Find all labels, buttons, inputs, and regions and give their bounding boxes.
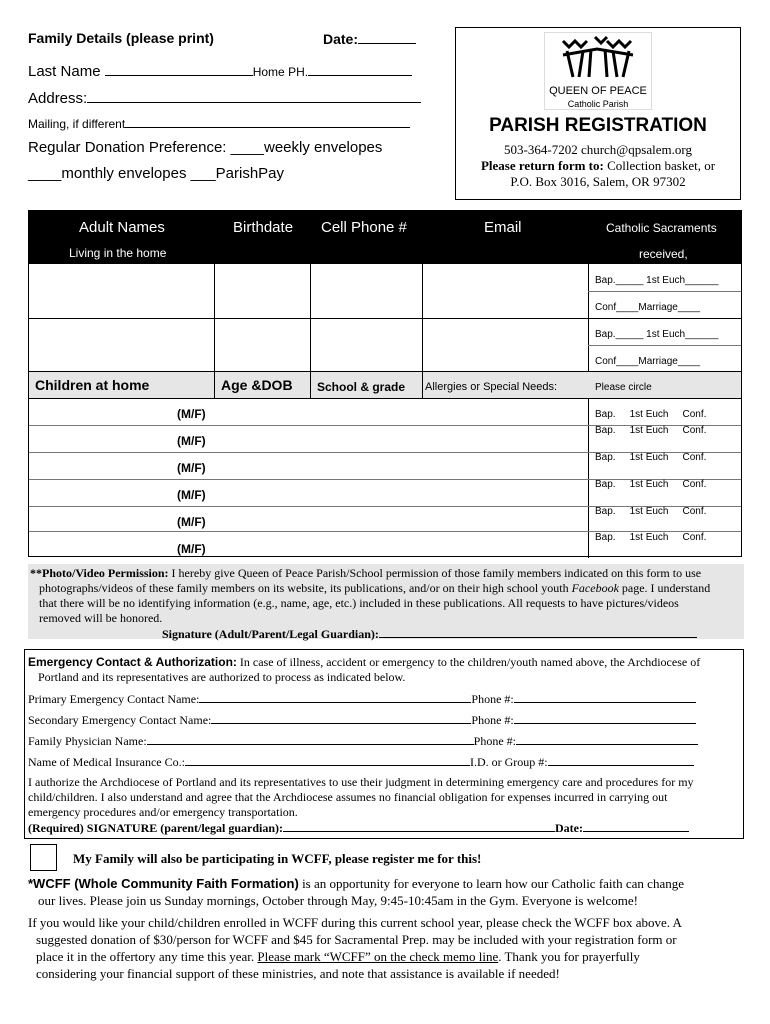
cell-phone-header: Cell Phone # xyxy=(321,219,407,236)
adult1-bap-euch[interactable]: Bap._____ 1st Euch______ xyxy=(595,275,719,286)
adult-header-row xyxy=(29,211,741,264)
photo-signature-field[interactable]: Signature (Adult/Parent/Legal Guardian): xyxy=(162,626,697,642)
please-circle-header: Please circle xyxy=(595,382,652,393)
primary-contact-field[interactable]: Primary Emergency Contact Name: Phone #: xyxy=(28,691,696,707)
last-name-field[interactable]: Last Name Home PH. xyxy=(28,61,412,80)
authorization-line2: child/children. I also understand and agree that the Archdiocese assumes no financial obligation for expenses incurred in carrying out xyxy=(28,790,668,804)
physician-field[interactable]: Family Physician Name: Phone #: xyxy=(28,733,698,749)
adult2-bap-euch[interactable]: Bap._____ 1st Euch______ xyxy=(595,329,719,340)
wcff-intro-line2: our lives. Please join us Sunday mornings, October through May, 9:45-10:45am in the Gym. Everyone is welcome! xyxy=(38,893,638,908)
photo-permission-line3: that there will be no identifying information (e.g., name, age, etc.) included in these publications. All requests to have pictures/videos xyxy=(39,596,679,610)
authorization-line3: emergency procedures and/or emergency transportation. xyxy=(28,805,298,819)
child2-gender[interactable]: (M/F) xyxy=(177,434,206,448)
parish-info-box xyxy=(455,27,741,200)
wcff-para-line4: considering your financial support of these ministries, and note that assistance is available if needed! xyxy=(36,966,560,981)
donation-preference: Regular Donation Preference: ____weekly envelopes xyxy=(28,139,383,156)
living-in-home-header: Living in the home xyxy=(69,246,167,260)
secondary-contact-field[interactable]: Secondary Emergency Contact Name: Phone #: xyxy=(28,712,696,728)
parish-phone-email: 503-364-7202 church@qpsalem.org xyxy=(504,142,692,157)
monthly-envelopes: ____monthly envelopes ___ParishPay xyxy=(28,165,285,182)
logo-subtitle: Catholic Parish xyxy=(567,99,629,109)
age-dob-header: Age &DOB xyxy=(221,377,293,393)
school-grade-header: School & grade xyxy=(317,380,406,394)
allergies-header: Allergies or Special Needs: xyxy=(425,381,558,393)
required-signature-field[interactable]: (Required) SIGNATURE (parent/legal guardian): Date: xyxy=(28,820,689,836)
child5-sacraments[interactable]: Bap. 1st Euch Conf. xyxy=(595,506,707,517)
children-header: Children at home xyxy=(35,377,150,393)
adult2-conf-marriage[interactable]: Conf____Marriage____ xyxy=(595,356,701,367)
wcff-checkbox[interactable] xyxy=(30,844,57,871)
address-field[interactable]: Address: xyxy=(28,88,421,107)
emergency-intro: Emergency Contact & Authorization: In case of illness, accident or emergency to the children/youth named above, the Archdiocese of xyxy=(28,655,701,669)
email-header: Email xyxy=(484,219,522,236)
mailing-field[interactable]: Mailing, if different xyxy=(28,116,410,131)
child3-sacraments[interactable]: Bap. 1st Euch Conf. xyxy=(595,452,707,463)
child1-sacraments[interactable]: Bap. 1st Euch Conf. xyxy=(595,409,707,420)
child6-gender[interactable]: (M/F) xyxy=(177,542,206,556)
child1-gender[interactable]: (M/F) xyxy=(177,407,206,421)
child2-sacraments[interactable]: Bap. 1st Euch Conf. xyxy=(595,425,707,436)
insurance-field[interactable]: Name of Medical Insurance Co.: I.D. or Group #: xyxy=(28,754,694,770)
child6-sacraments[interactable]: Bap. 1st Euch Conf. xyxy=(595,532,707,543)
wcff-checkbox-label: My Family will also be participating in WCFF, please register me for this! xyxy=(73,851,482,866)
registration-table xyxy=(28,210,742,557)
emergency-intro-line2: Portland and its representatives are authorized to process as indicated below. xyxy=(38,670,406,684)
wcff-para-line3: place it in the offertory any time this year. Please mark “WCFF” on the check memo line. Thank you for prayerfully xyxy=(36,949,640,964)
photo-permission-line4: removed will be honored. xyxy=(39,611,163,625)
wcff-para-line2: suggested donation of $30/person for WCFF and $45 for Sacramental Prep. may be included with your registration form or xyxy=(36,932,677,947)
parish-registration-title: PARISH REGISTRATION xyxy=(489,115,707,136)
crowns-icon xyxy=(545,33,651,83)
wcff-para-line1: If you would like your child/children enrolled in WCFF during this current school year, please check the WCFF box above. A xyxy=(28,915,682,930)
sacraments-header: Catholic Sacraments xyxy=(606,221,717,235)
authorization-line1: I authorize the Archdiocese of Portland and its representatives to use their judgment in determining emergency care and procedures for my xyxy=(28,775,694,789)
date-label: Date: xyxy=(323,30,416,47)
adult1-conf-marriage[interactable]: Conf____Marriage____ xyxy=(595,302,701,313)
child3-gender[interactable]: (M/F) xyxy=(177,461,206,475)
received-header: received, xyxy=(639,247,688,261)
parish-mailing-address: P.O. Box 3016, Salem, OR 97302 xyxy=(510,174,686,189)
child5-gender[interactable]: (M/F) xyxy=(177,515,206,529)
adult-names-header: Adult Names xyxy=(79,219,165,236)
photo-permission-line1: **Photo/Video Permission: I hereby give Queen of Peace Parish/School permission of those family members indicated on this form to use xyxy=(30,566,702,580)
birthdate-header: Birthdate xyxy=(233,219,294,236)
child4-gender[interactable]: (M/F) xyxy=(177,488,206,502)
wcff-intro: *WCFF (Whole Community Faith Formation) is an opportunity for everyone to learn how our Catholic faith can change xyxy=(28,876,684,891)
photo-permission-line2: photographs/videos of these family members on its website, its publications, and/or on their high school youth Facebook page. I understand xyxy=(39,581,711,595)
family-details-heading: Family Details (please print) xyxy=(28,30,214,46)
child4-sacraments[interactable]: Bap. 1st Euch Conf. xyxy=(595,479,707,490)
return-instructions: Please return form to: Collection basket, or xyxy=(480,158,716,173)
logo-name: QUEEN OF PEACE xyxy=(549,85,647,97)
parish-logo xyxy=(544,32,652,110)
